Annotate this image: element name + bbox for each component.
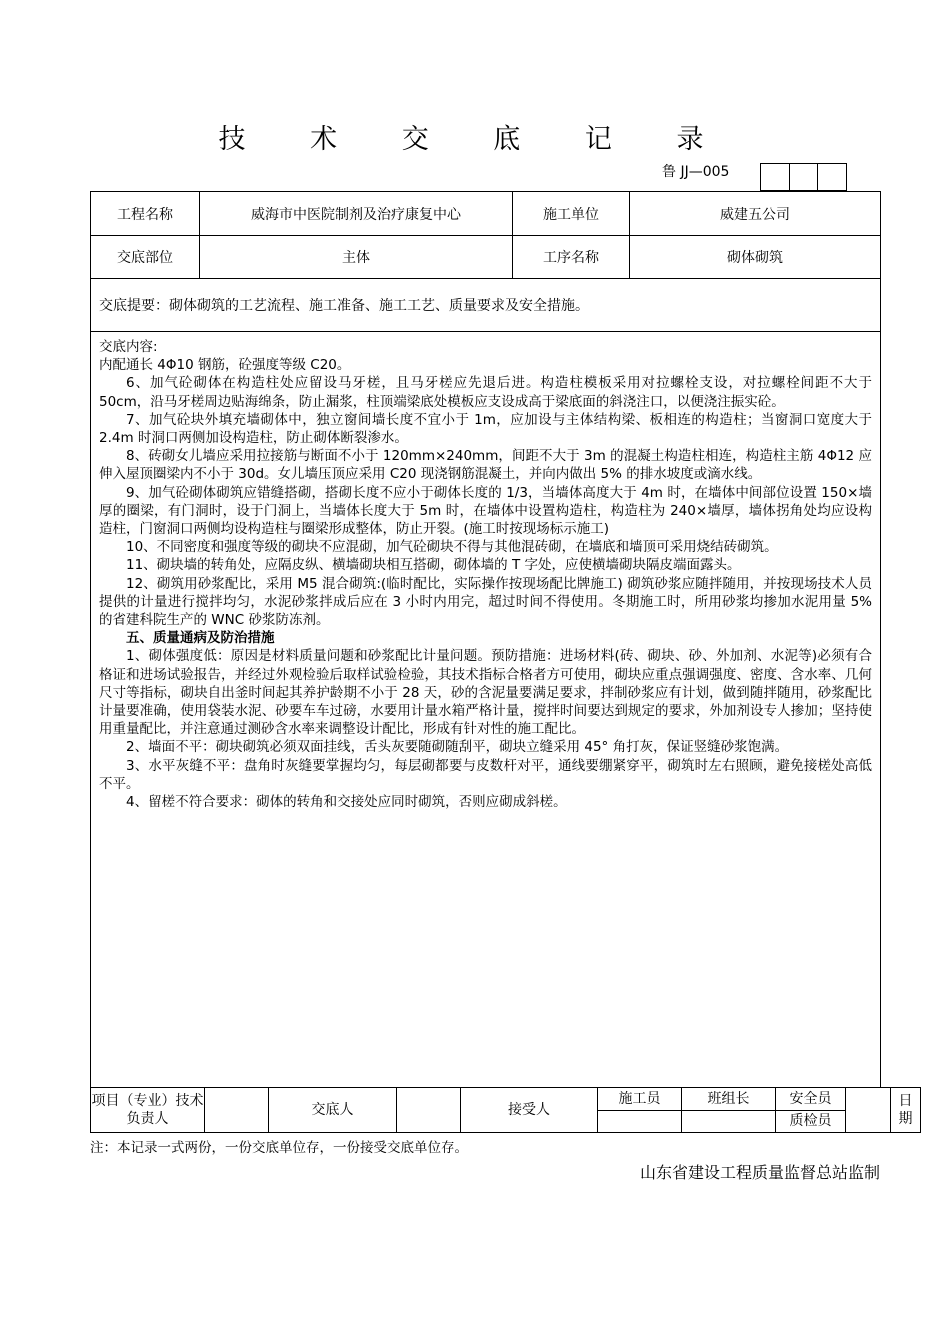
team-leader-signature	[682, 1110, 776, 1133]
project-name-label: 工程名称	[91, 192, 200, 236]
section-heading: 五、质量通病及防治措施	[126, 630, 275, 647]
content-paragraph: 9、加气砼砌体砌筑应错缝搭砌，搭砌长度不应小于砌体长度的 1/3，当墙体高度大于 4m 时，在墙体中间部位设置 150×墙厚的圈梁，有门洞时，设于门洞上，当墙体长度大于 5m 时，在墙体中设置构造柱，构造柱为 240×墙厚，墙体拐角处均应设构造柱，门窗洞口两侧均设构造柱与圈梁形成整体，防止开裂。(施工时按现场标示施工)	[99, 484, 872, 538]
content-paragraph: 8、砖砌女儿墙应采用拉接筋与断面不小于 120mm×240mm，间距不大于 3m 的混凝土构造柱相连，构造柱主筋 4Φ12 应伸入屋顶圈梁内不小于 30d。女儿墙压顶应采用 C20 现浇钢筋混凝土，并向内做出 5% 的排水坡度或滴水线。	[99, 448, 872, 483]
disclosure-content-cell	[91, 332, 881, 1088]
content-paragraph: 4、留槎不符合要求：砌体的转角和交接处应同时砌筑，否则应砌成斜槎。	[126, 794, 567, 811]
receiver-label: 接受人	[461, 1088, 598, 1133]
disclosure-summary: 交底提要：砌体砌筑的工艺流程、施工准备、施工工艺、质量要求及安全措施。	[91, 279, 881, 332]
footnote: 注：本记录一式两份，一份交底单位存，一份接受交底单位存。	[90, 1140, 468, 1156]
project-name-value: 威海市中医院制剂及治疗康复中心	[200, 192, 513, 236]
signature-table	[90, 1087, 921, 1133]
process-label: 工序名称	[513, 236, 630, 279]
quality-label: 质检员	[776, 1110, 846, 1133]
form-number-boxes	[760, 163, 847, 191]
content-paragraph: 内配通长 4Φ10 钢筋，砼强度等级 C20。	[99, 357, 351, 374]
content-paragraph: 7、加气砼块外填充墙砌体中，独立窗间墙长度不宜小于 1m，应加设与主体结构梁、板相连的构造柱；当窗洞口宽度大于 2.4m 时洞口两侧加设构造柱，防止砌体断裂渗水。	[99, 411, 872, 447]
issuer: 山东省建设工程质量监督总站监制	[639, 1163, 880, 1182]
disclosure-content	[99, 338, 872, 811]
discloser-label: 交底人	[269, 1088, 397, 1133]
contractor-value: 威建五公司	[630, 192, 881, 236]
part-value: 主体	[200, 236, 513, 279]
number-box	[789, 163, 818, 191]
safety-label: 安全员	[776, 1088, 846, 1111]
form-code: 鲁 JJ—005	[662, 164, 730, 180]
safety-signature	[846, 1088, 891, 1133]
content-paragraph: 1、砌体强度低：原因是材料质量问题和砂浆配比计量问题。预防措施：进场材料(砖、砌块、砂、外加剂、水泥等)必须有合格证和进场试验报告，并经过外观检验后取样试验检验，其技术指标合格者方可使用，砌块应重点强调强度、密度、含水率、几何尺寸等指标，砌块自出釜时间起其养护龄期不小于 28 天，砂的含泥量要满足要求，拌制砂浆应有计划，做到随拌随用，砂浆配比计量要准确，使用袋装水泥、砂要车车过磅，水要用计量水箱严格计量，搅拌时间要达到规定的要求，外加剂设专人掺加；坚持使用重量配比，并注意通过测砂含水率来调整设计配比，形成有针对性的施工配比。	[99, 648, 872, 738]
content-paragraph: 3、水平灰缝不平：盘角时灰缝要掌握均匀，每层砌都要与皮数杆对平，通线要绷紧穿平，砌筑时左右照顾，避免接槎处高低不平。	[99, 757, 872, 792]
contractor-label: 施工单位	[513, 192, 630, 236]
tech-lead-signature	[205, 1088, 269, 1133]
process-value: 砌体砌筑	[630, 236, 881, 279]
worker-signature	[598, 1110, 682, 1133]
team-leader-label: 班组长	[682, 1088, 776, 1111]
tech-lead-label: 项目（专业）技术负责人	[91, 1088, 205, 1133]
content-paragraph: 10、不同密度和强度等级的砌块不应混砌，加气砼砌块不得与其他混砖砌，在墙底和墙顶可采用烧结砖砌筑。	[126, 539, 778, 556]
content-paragraph: 2、墙面不平：砌块砌筑必须双面挂线，舌头灰要随砌随刮平，砌块立缝采用 45° 角打灰，保证竖缝砂浆饱满。	[126, 739, 789, 756]
part-label: 交底部位	[91, 236, 200, 279]
content-heading: 交底内容:	[99, 339, 158, 355]
content-paragraph: 11、砌块墙的转角处，应隔皮纵、横墙砌块相互搭砌，砌体墙的 T 字处，应使横墙砌块隔皮端面露头。	[126, 557, 741, 574]
number-box	[760, 163, 789, 191]
disclosure-table	[90, 191, 881, 1088]
content-paragraph: 6、加气砼砌体在构造柱处应留设马牙槎，且马牙槎应先退后进。构造柱模板采用对拉螺栓支设，对拉螺栓间距不大于 50cm，沿马牙槎周边贴海绵条，防止漏浆，柱顶端梁底处模板应支设成高于梁底面的斜浇注口，以便浇注振实砼。	[99, 375, 872, 410]
discloser-signature	[397, 1088, 461, 1133]
number-box	[817, 163, 847, 191]
document-title: 技 术 交 底 记 录	[218, 124, 732, 155]
worker-label: 施工员	[598, 1088, 682, 1111]
date-label: 日期	[891, 1088, 921, 1133]
content-paragraph: 12、砌筑用砂浆配比，采用 M5 混合砌筑:(临时配比，实际操作按现场配比牌施工) 砌筑砂浆应随拌随用，并按现场技术人员提供的计量进行搅拌均匀，水泥砂浆拌成后应在 3 小时内用完，超过时间不得使用。冬期施工时，所用砂浆均掺加水泥用量 5% 的省建科院生产的 WNC 砂浆防冻剂。	[99, 575, 872, 629]
